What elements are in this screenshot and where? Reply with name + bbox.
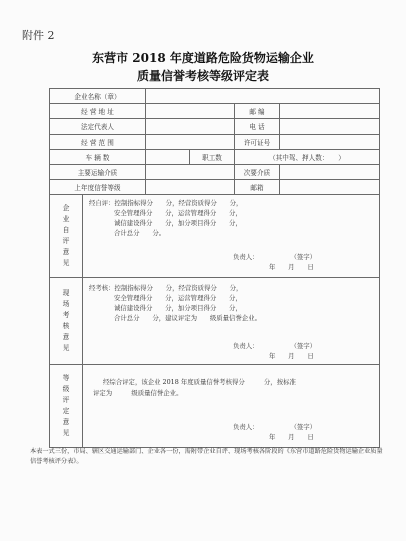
onsite-eval-label: 现 场 考 核 意 见 xyxy=(50,278,83,365)
row-self-eval xyxy=(50,195,380,278)
license-field[interactable] xyxy=(280,134,380,149)
legal-rep-field[interactable] xyxy=(146,119,235,134)
employees-label: 职工数 xyxy=(190,149,235,164)
vehicles-field[interactable] xyxy=(146,149,190,164)
last-grade-label: 上年度信誉等级 xyxy=(50,180,146,195)
last-grade-field[interactable] xyxy=(146,180,235,195)
grade-eval-signature: 负责人： （签字） xyxy=(233,423,317,432)
license-label: 许可证号 xyxy=(235,134,280,149)
row-legal-rep xyxy=(50,119,380,134)
email-label: 邮箱 xyxy=(235,180,280,195)
row-last-grade xyxy=(50,180,380,195)
self-eval-line-1: 经自评：控制指标得分 分，经营资质得分 分， xyxy=(89,199,243,208)
email-field[interactable] xyxy=(280,180,380,195)
company-name-label: 企业名称（章） xyxy=(50,89,146,104)
main-cargo-field[interactable] xyxy=(146,164,235,179)
onsite-eval-line-4: 合计总分 分，建议评定为 级质量信誉企业。 xyxy=(114,314,261,323)
row-company-name xyxy=(50,89,380,104)
address-label: 经 营 地 址 xyxy=(50,104,146,119)
attachment-label: 附件 2 xyxy=(22,29,55,42)
row-onsite-eval xyxy=(50,278,380,365)
grade-eval-area[interactable] xyxy=(83,365,380,448)
onsite-eval-line-3: 诚信建设得分 分，加分项目得分 分， xyxy=(114,304,242,313)
onsite-eval-line-2: 安全管理得分 分，运营管理得分 分， xyxy=(114,294,242,303)
grade-eval-label: 等 级 评 定 意 见 xyxy=(50,365,83,448)
postcode-label: 邮 编 xyxy=(235,104,280,119)
postcode-field[interactable] xyxy=(280,104,380,119)
self-eval-line-4: 合计总分 分。 xyxy=(114,229,166,238)
phone-label: 电 话 xyxy=(235,119,280,134)
phone-field[interactable] xyxy=(280,119,380,134)
self-eval-label: 企 业 自 评 意 见 xyxy=(50,195,83,278)
footnote: 本表一式三份，市局、辖区交通运输部门、企业各一份，需附带企业自评、现场考核各阶段的《东营市道路危险货物运输企业质量信誉考核评分表》。 xyxy=(30,448,383,465)
scope-label: 经 营 范 围 xyxy=(50,134,146,149)
secondary-cargo-field[interactable] xyxy=(280,164,380,179)
secondary-cargo-label: 次要介质 xyxy=(235,164,280,179)
staff-count-note[interactable]: （其中驾、押人数： ） xyxy=(235,149,380,164)
evaluation-form-table xyxy=(49,88,380,448)
self-eval-signature: 负责人： （签字） xyxy=(233,253,317,262)
self-eval-line-2: 安全管理得分 分，运营管理得分 分， xyxy=(114,209,242,218)
form-subtitle: 质量信誉考核等级评定表 xyxy=(136,69,269,83)
address-field[interactable] xyxy=(146,104,235,119)
form-title: 东营市 2018 年度道路危险货物运输企业 xyxy=(92,51,314,65)
grade-eval-line-2: 评定为 级质量信誉企业。 xyxy=(93,389,183,398)
row-grade-eval xyxy=(50,365,380,448)
row-cargo xyxy=(50,164,380,179)
self-eval-area[interactable] xyxy=(83,195,380,278)
row-vehicles xyxy=(50,149,380,164)
onsite-eval-line-1: 经考核：控制指标得分 分，经营资质得分 分， xyxy=(89,284,243,293)
self-eval-line-3: 诚信建设得分 分，加分项目得分 分， xyxy=(114,219,242,228)
onsite-eval-date: 年 月 日 xyxy=(269,352,314,361)
row-address xyxy=(50,104,380,119)
onsite-eval-signature: 负责人： （签字） xyxy=(233,342,317,351)
legal-rep-label: 法定代表人 xyxy=(50,119,146,134)
row-scope xyxy=(50,134,380,149)
company-name-field[interactable] xyxy=(146,89,380,104)
grade-eval-line-1: 经综合评定，该企业 2018 年度质量信誉考核得分 分，按标准 xyxy=(103,378,296,387)
onsite-eval-area[interactable] xyxy=(83,278,380,365)
main-cargo-label: 主要运输介质 xyxy=(50,164,146,179)
self-eval-date: 年 月 日 xyxy=(269,263,314,272)
grade-eval-date: 年 月 日 xyxy=(269,433,314,442)
vehicles-label: 车 辆 数 xyxy=(50,149,146,164)
scope-field[interactable] xyxy=(146,134,235,149)
